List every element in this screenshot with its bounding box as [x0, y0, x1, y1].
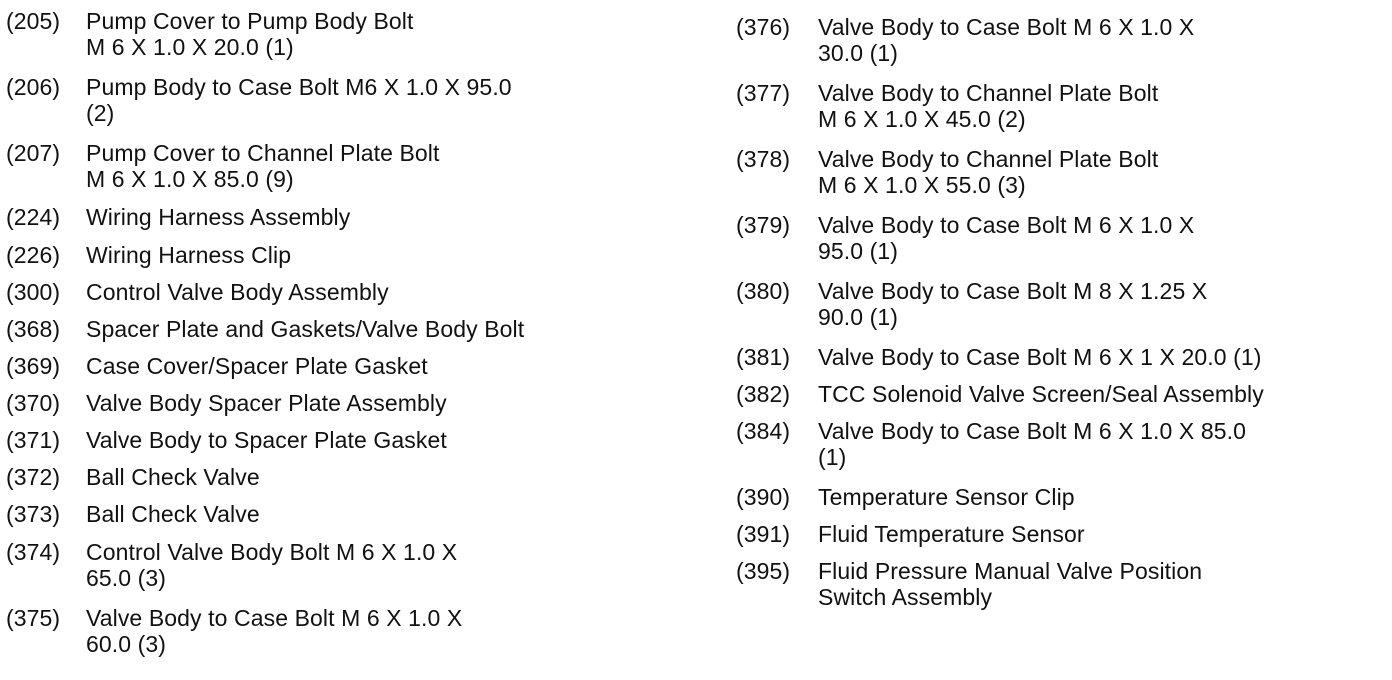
part-number: (381): [736, 344, 791, 370]
part-number: (391): [736, 521, 791, 547]
part-description: Wiring Harness Assembly: [86, 204, 351, 230]
list-item: [6, 279, 646, 305]
list-item: [736, 80, 1386, 132]
part-number: (378): [736, 146, 791, 172]
part-number: (375): [6, 605, 61, 631]
part-description: Pump Cover to Channel Plate Bolt M 6 X 1.0 X 85.0 (9): [86, 140, 440, 192]
part-description: Valve Body to Case Bolt M 6 X 1.0 X 30.0 (1): [818, 14, 1195, 66]
list-item: [6, 353, 646, 379]
list-item: [6, 605, 646, 657]
list-item: [736, 146, 1386, 198]
part-description: Control Valve Body Bolt M 6 X 1.0 X 65.0 (3): [86, 539, 458, 591]
list-item: [6, 464, 646, 490]
list-item: [736, 558, 1386, 610]
part-number: (390): [736, 484, 791, 510]
list-item: [6, 74, 646, 126]
part-description: Valve Body to Channel Plate Bolt M 6 X 1.0 X 45.0 (2): [818, 80, 1159, 132]
part-number: (379): [736, 212, 791, 238]
part-description: Valve Body to Spacer Plate Gasket: [86, 427, 447, 453]
part-description: Valve Body to Case Bolt M 8 X 1.25 X 90.0 (1): [818, 278, 1208, 330]
list-item: [6, 539, 646, 591]
list-item: [6, 427, 646, 453]
list-item: [736, 521, 1386, 547]
list-item: [6, 390, 646, 416]
part-description: Fluid Temperature Sensor: [818, 521, 1085, 547]
part-number: (380): [736, 278, 791, 304]
list-item: [736, 344, 1386, 370]
part-number: (370): [6, 390, 61, 416]
part-description: Valve Body to Case Bolt M 6 X 1.0 X 85.0 (1): [818, 418, 1247, 470]
part-number: (377): [736, 80, 791, 106]
list-item: [6, 242, 646, 268]
part-number: (205): [6, 8, 61, 34]
part-number: (369): [6, 353, 61, 379]
part-number: (395): [736, 558, 791, 584]
part-number: (368): [6, 316, 61, 342]
list-item: [6, 204, 646, 230]
list-item: [736, 484, 1386, 510]
part-number: (376): [736, 14, 791, 40]
part-number: (371): [6, 427, 61, 453]
part-description: TCC Solenoid Valve Screen/Seal Assembly: [818, 381, 1264, 407]
part-description: Valve Body to Case Bolt M 6 X 1.0 X 95.0 (1): [818, 212, 1195, 264]
part-number: (382): [736, 381, 791, 407]
part-number: (373): [6, 501, 61, 527]
part-description: Valve Body to Channel Plate Bolt M 6 X 1.0 X 55.0 (3): [818, 146, 1159, 198]
part-description: Ball Check Valve: [86, 501, 260, 527]
part-description: Temperature Sensor Clip: [818, 484, 1075, 510]
part-number: (207): [6, 140, 61, 166]
list-item: [736, 278, 1386, 330]
list-item: [6, 316, 646, 342]
part-description: Spacer Plate and Gaskets/Valve Body Bolt: [86, 316, 525, 342]
parts-list-right-column: [736, 0, 1386, 610]
part-number: (372): [6, 464, 61, 490]
part-description: Fluid Pressure Manual Valve Position Switch Assembly: [818, 558, 1203, 610]
part-number: (224): [6, 204, 61, 230]
list-item: [6, 501, 646, 527]
list-item: [736, 381, 1386, 407]
part-description: Case Cover/Spacer Plate Gasket: [86, 353, 428, 379]
part-description: Control Valve Body Assembly: [86, 279, 389, 305]
part-description: Ball Check Valve: [86, 464, 260, 490]
part-description: Pump Body to Case Bolt M6 X 1.0 X 95.0 (2): [86, 74, 512, 126]
part-description: Valve Body to Case Bolt M 6 X 1.0 X 60.0 (3): [86, 605, 463, 657]
list-item: [6, 140, 646, 192]
part-number: (206): [6, 74, 61, 100]
part-description: Valve Body to Case Bolt M 6 X 1 X 20.0 (1): [818, 344, 1262, 370]
part-number: (300): [6, 279, 61, 305]
part-number: (374): [6, 539, 61, 565]
part-number: (384): [736, 418, 791, 444]
list-item: [6, 8, 646, 60]
parts-list-left-column: [6, 0, 646, 657]
part-description: Pump Cover to Pump Body Bolt M 6 X 1.0 X 20.0 (1): [86, 8, 414, 60]
part-description: Valve Body Spacer Plate Assembly: [86, 390, 447, 416]
part-description: Wiring Harness Clip: [86, 242, 292, 268]
list-item: [736, 14, 1386, 66]
part-number: (226): [6, 242, 61, 268]
list-item: [736, 212, 1386, 264]
list-item: [736, 418, 1386, 470]
